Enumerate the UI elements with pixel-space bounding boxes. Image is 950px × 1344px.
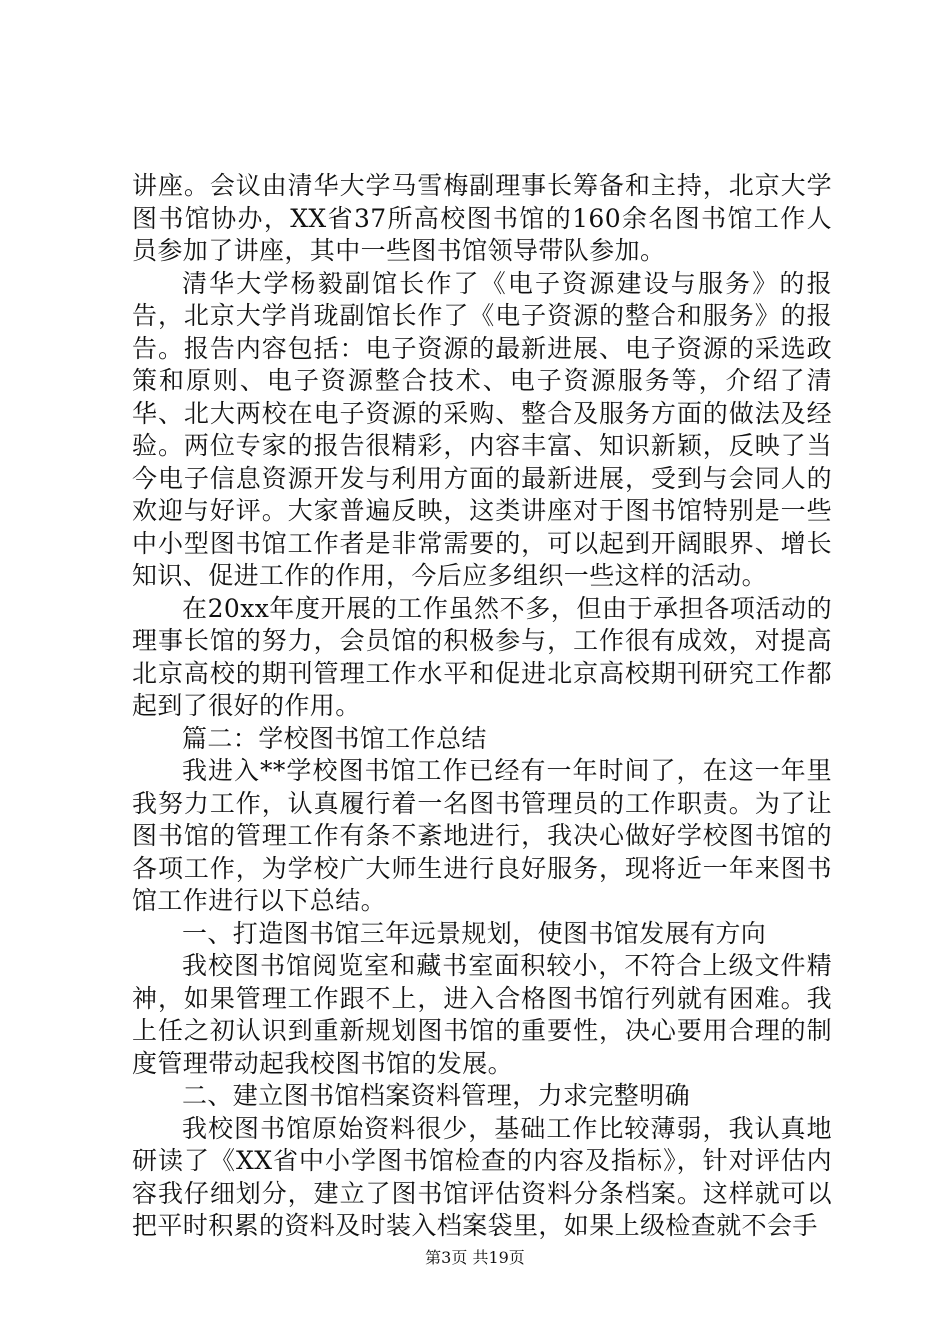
paragraph-5: 我进入**学校图书馆工作已经有一年时间了，在这一年里我努力工作，认真履行着一名图书管理员的工作职责。为了让图书馆的管理工作有条不紊地进行，我决心做好学校图书馆的各项工作，为学校广大师生进行良好服务，现将近一年来图书馆工作进行以下总结。 — [132, 756, 832, 915]
section-heading-part-two: 篇二：学校图书馆工作总结 — [182, 723, 487, 753]
paragraph-1: 讲座。会议由清华大学马雪梅副理事长筹备和主持，北京大学图书馆协办，XX省37所高校图书馆的160余名图书馆工作人员参加了讲座，其中一些图书馆领导带队参加。 — [132, 171, 832, 265]
paragraph-2: 清华大学杨毅副馆长作了《电子资源建设与服务》的报告，北京大学肖珑副馆长作了《电子资源的整合和服务》的报告。报告内容包括：电子资源的最新进展、电子资源的采选政策和原则、电子资源整合技术、电子资源服务等，介绍了清华、北大两校在电子资源的采购、整合及服务方面的做法及经验。两位专家的报告很精彩，内容丰富、知识新颖，反映了当今电子信息资源开发与利用方面的最新进展，受到与会同人的欢迎与好评。大家普遍反映，这类讲座对于图书馆特别是一些中小型图书馆工作者是非常需要的，可以起到开阔眼界、增长知识、促进工作的作用，今后应多组织一些这样的活动。 — [132, 268, 832, 590]
paragraph-7: 我校图书馆阅览室和藏书室面积较小，不符合上级文件精神，如果管理工作跟不上，进入合格图书馆行列就有困难。我上任之初认识到重新规划图书馆的重要性，决心要用合理的制度管理带动起我校图书馆的发展。 — [132, 951, 832, 1078]
paragraph-3: 在20xx年度开展的工作虽然不多，但由于承担各项活动的理事长馆的努力，会员馆的积极参与，工作很有成效，对提高北京高校的期刊管理工作水平和促进北京高校期刊研究工作都起到了很好的作用。 — [132, 593, 832, 720]
paragraph-9: 我校图书馆原始资料很少，基础工作比较薄弱，我认真地研读了《XX省中小学图书馆检查的内容及指标》，针对评估内容我仔细划分，建立了图书馆评估资料分条档案。这样就可以把平时积累的资料及时装入档案袋里，如果上级检查就不会手 — [132, 1113, 832, 1240]
section-heading-two: 二、建立图书馆档案资料管理，力求完整明确 — [182, 1081, 691, 1110]
section-heading-one: 一、打造图书馆三年远景规划，使图书馆发展有方向 — [182, 918, 767, 948]
page-footer: 第3页 共19页 — [425, 1248, 525, 1267]
document-body — [132, 170, 832, 1243]
